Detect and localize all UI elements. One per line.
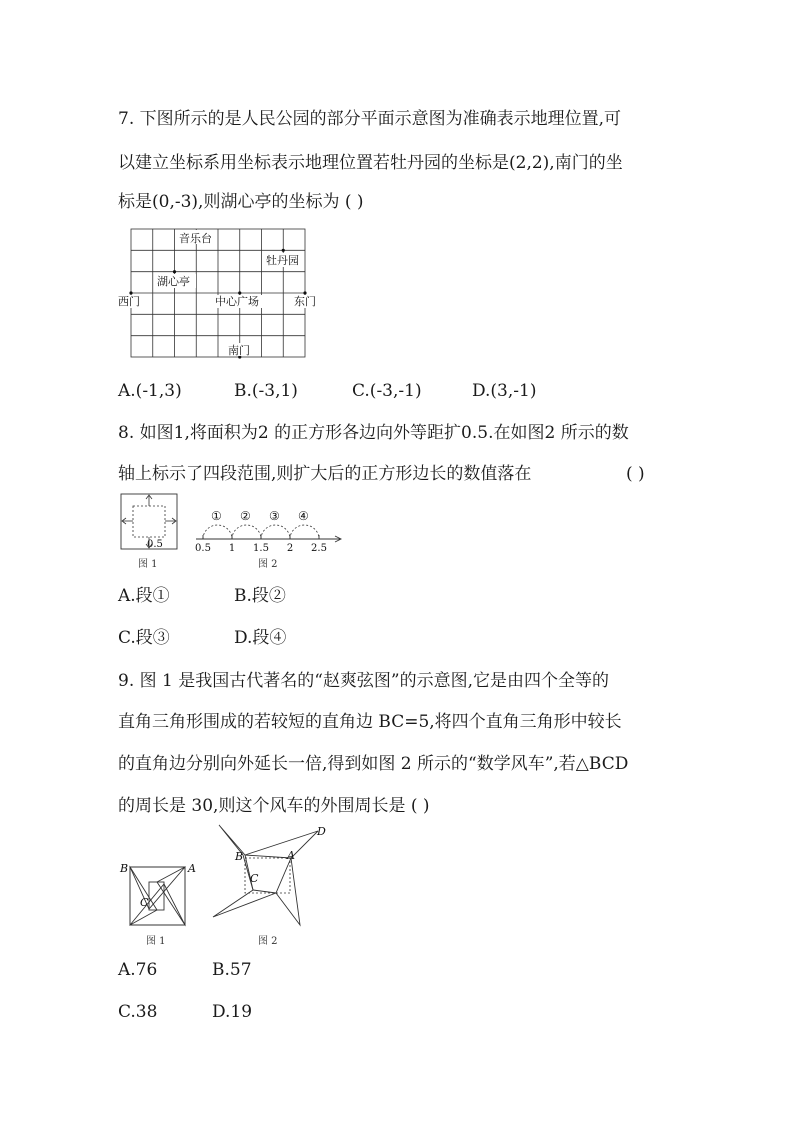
tick-label-1-5: 1.5: [253, 543, 269, 554]
segment-2-label: ②: [240, 509, 251, 523]
q9-option-c[interactable]: C.38: [118, 1002, 158, 1022]
peony-garden-label: 牡丹园: [266, 254, 299, 267]
tick-label-2: 2: [286, 543, 294, 554]
q7-option-b[interactable]: B.(-3,1): [234, 381, 298, 401]
q8-option-c[interactable]: C.段③: [118, 628, 170, 648]
south-gate-label: 南门: [228, 344, 250, 357]
q8-text-line-1: 8. 如图1,将面积为2 的正方形各边向外等距扩0.5.在如图2 所示的数: [118, 423, 629, 443]
tick-label-1: 1: [228, 543, 236, 554]
q9-fig1-point-c: C: [140, 896, 149, 909]
q9-fig1-point-a: A: [188, 862, 196, 875]
q9-figure-2: [205, 822, 330, 950]
q7-option-a[interactable]: A.(-1,3): [118, 381, 182, 401]
q9-fig2-point-a: A: [287, 849, 295, 862]
q7-text-line-2: 以建立坐标系用坐标表示地理位置若牡丹园的坐标是(2,2),南门的坐: [118, 153, 623, 173]
q8-fig2-caption: 图 2: [258, 559, 278, 570]
q9-fig2-caption: 图 2: [258, 936, 278, 947]
center-square-label: 中心广场: [215, 295, 259, 308]
lake-point: [173, 270, 176, 273]
q7-text-line-3: 标是(0,-3),则湖心亭的坐标为 ( ): [118, 192, 364, 212]
peony-point: [282, 249, 285, 252]
q9-text-line-1: 9. 图 1 是我国古代著名的“赵爽弦图”的示意图,它是由四个全等的: [118, 671, 610, 691]
q7-option-c[interactable]: C.(-3,-1): [352, 381, 422, 401]
east-gate-label: 东门: [294, 295, 316, 308]
q8-option-a[interactable]: A.段①: [118, 586, 170, 606]
q9-option-b[interactable]: B.57: [212, 960, 252, 980]
q7-park-map: [115, 225, 340, 365]
q8-figure-2: [190, 502, 350, 575]
q9-fig2-point-c: C: [250, 872, 259, 885]
segment-1-label: ①: [211, 509, 222, 523]
segment-4-label: ④: [298, 509, 309, 523]
q9-figure-1: [115, 855, 200, 950]
q8-fig1-caption: 图 1: [138, 559, 158, 570]
west-gate-label: 西门: [118, 295, 140, 308]
q8-option-d[interactable]: D.段④: [234, 628, 287, 648]
tick-label-0-5: 0.5: [195, 543, 211, 554]
q7-text-line-1: 7. 下图所示的是人民公园的部分平面示意图为准确表示地理位置,可: [118, 109, 622, 129]
q9-text-line-2: 直角三角形围成的若较短的直角边 BC=5,将四个直角三角形中较长: [118, 712, 622, 732]
q8-figure-1: [116, 490, 186, 575]
segment-3-label: ③: [269, 509, 280, 523]
q9-fig2-point-d: D: [317, 825, 326, 838]
q9-option-d[interactable]: D.19: [212, 1002, 253, 1022]
q9-option-a[interactable]: A.76: [118, 960, 158, 980]
q8-fig1-distance-label: 0.5: [147, 539, 163, 550]
q9-text-line-3: 的直角边分别向外延长一倍,得到如图 2 所示的“数学风车”,若△BCD: [118, 754, 629, 774]
q7-option-d[interactable]: D.(3,-1): [472, 381, 537, 401]
q8-text-line-2: 轴上标示了四段范围,则扩大后的正方形边长的数值落在: [118, 464, 532, 484]
music-stage-label: 音乐台: [179, 232, 212, 245]
lake-pavilion-label: 湖心亭: [157, 275, 190, 288]
q8-answer-blank: ( ): [626, 464, 645, 484]
q9-fig2-point-b: B: [235, 850, 244, 863]
tick-label-2-5: 2.5: [311, 543, 327, 554]
q9-fig1-caption: 图 1: [146, 936, 166, 947]
q9-fig1-point-b: B: [120, 862, 129, 875]
q9-text-line-4: 的周长是 30,则这个风车的外围周长是 ( ): [118, 796, 430, 816]
q8-option-b[interactable]: B.段②: [234, 586, 286, 606]
